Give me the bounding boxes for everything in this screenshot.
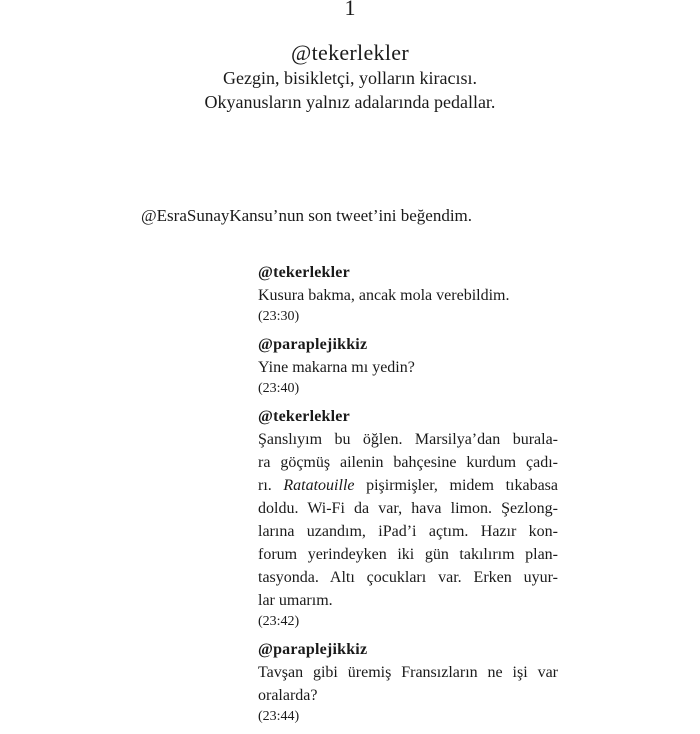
message-text-line: oralarda?	[258, 687, 318, 704]
message-sender: @paraplejikkiz	[258, 641, 368, 658]
message-time: (23:30)	[258, 309, 300, 324]
message-text-line: larına uzandım, iPad’i açtım. Hazır kon-	[258, 523, 558, 540]
message-text-line: Kusura bakma, ancak mola verebildim.	[258, 287, 510, 304]
message	[258, 639, 558, 727]
message-text-line: forum yerindeyken iki gün takılırım plan-	[258, 546, 558, 563]
message-text-line: Tavşan gibi üremiş Fransızların ne işi var	[258, 664, 558, 681]
message-sender: @paraplejikkiz	[258, 336, 368, 353]
message-time: (23:44)	[258, 709, 300, 724]
profile-handle: @tekerlekler	[291, 40, 409, 65]
message-sender: @tekerlekler	[258, 264, 350, 281]
message	[258, 406, 558, 632]
message-sender: @tekerlekler	[258, 408, 350, 425]
page-number: 1	[344, 0, 356, 20]
message-text-line: doldu. Wi-Fi da var, hava limon. Şezlong-	[258, 500, 558, 517]
dish-name: Ratatouille	[283, 477, 355, 494]
message-text-line: rı. Ratatouille pişirmişler, midem tıkabasa	[258, 477, 558, 494]
message-text-line: ra göçmüş ailenin bahçesine kurdum çadı-	[258, 454, 558, 471]
message	[258, 334, 558, 399]
message-text-line: Yine makarna mı yedin?	[258, 359, 415, 376]
message-text-line: tasyonda. Altı çocukları var. Erken uyur-	[258, 569, 558, 586]
message	[258, 262, 558, 327]
conversation	[258, 262, 558, 734]
activity-note: @EsraSunayKansu’nun son tweet’ini beğendim.	[141, 206, 473, 225]
message-time: (23:40)	[258, 381, 300, 396]
message-text-line: lar umarım.	[258, 592, 333, 609]
profile-header	[0, 40, 700, 114]
message-text-line: Şanslıyım bu öğlen. Marsilya’dan burala-	[258, 431, 558, 448]
profile-bio-line-2: Okyanusların yalnız adalarında pedallar.	[204, 92, 496, 112]
profile-bio-line-1: Gezgin, bisikletçi, yolların kiracısı.	[223, 68, 477, 88]
message-time: (23:42)	[258, 614, 300, 629]
